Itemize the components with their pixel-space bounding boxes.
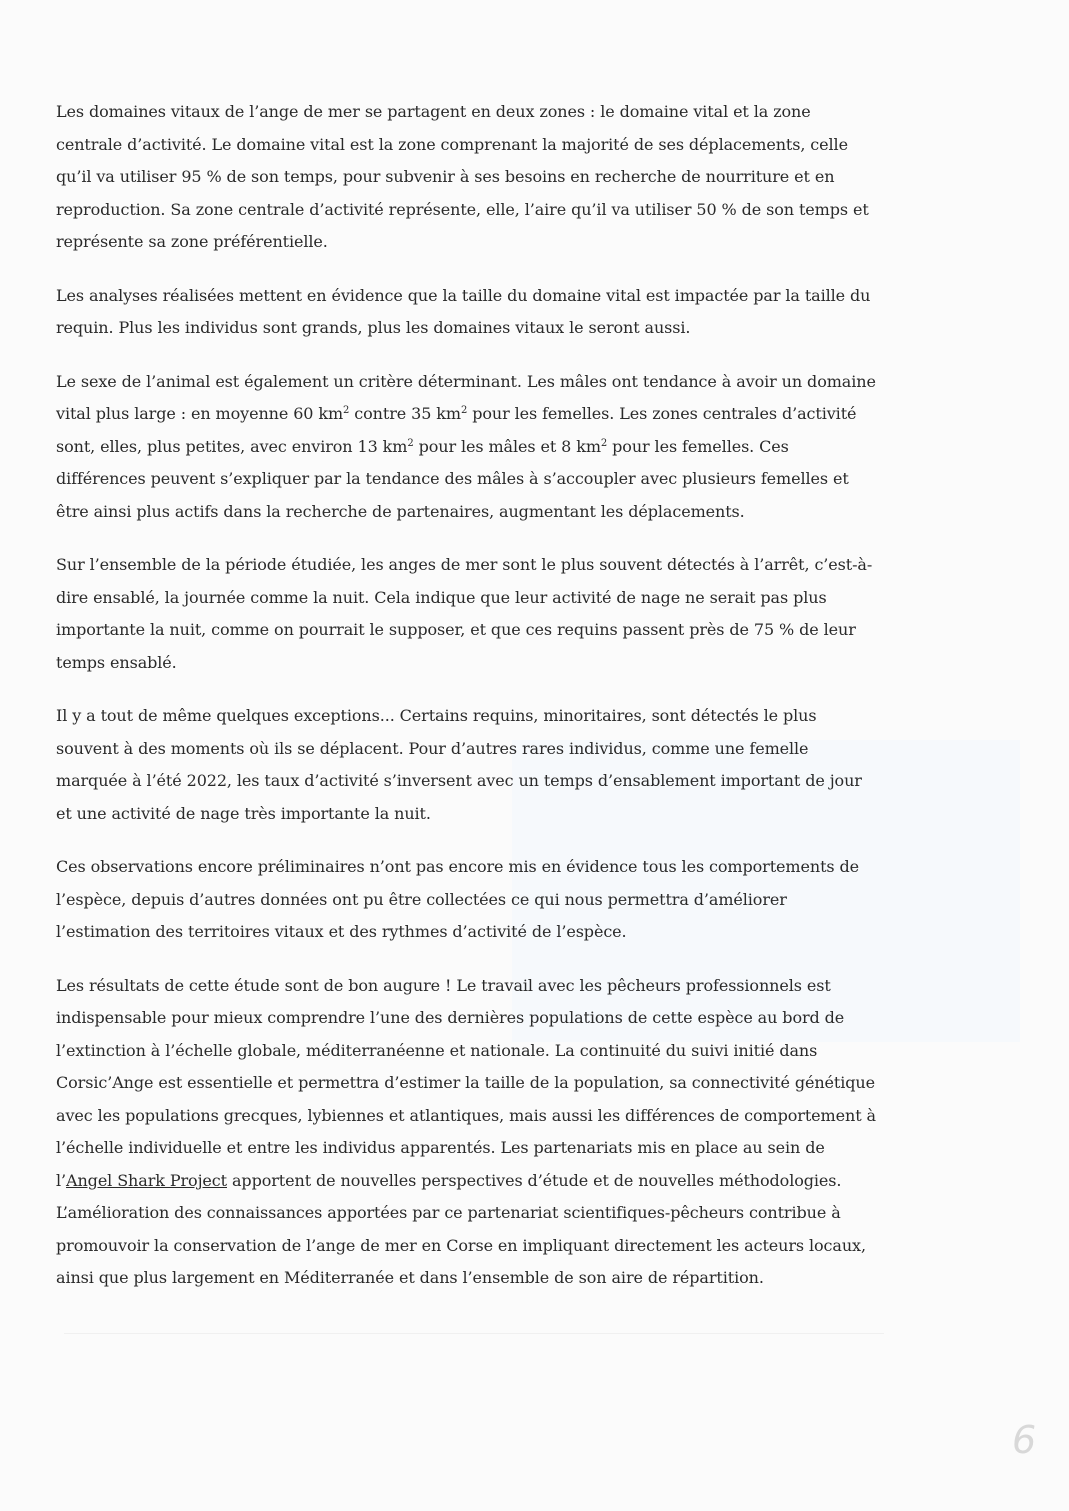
paragraph-results xyxy=(56,970,876,1295)
text-segment: apportent de nouvelles perspectives d’étude et de nouvelles méthodologies. L’amélioration des connaissances apportées par ce partenariat scientifiques-pêcheurs contribue à promouvoir la conservation de l’ange de mer en Corse en impliquant directement les acteurs locaux, ainsi que plus largement en Méditerranée et dans l’ensemble de son aire de répartition. xyxy=(56,1170,866,1287)
text-segment: contre 35 km xyxy=(349,404,461,423)
superscript: 2 xyxy=(600,437,608,449)
superscript: 2 xyxy=(407,437,414,449)
paragraph-buried-behaviour: Sur l’ensemble de la période étudiée, les anges de mer sont le plus souvent détectés à l’arrêt, c’est-à-dire ensablé, la journée comme la nuit. Cela indique que leur activité de nage ne serait pas plus importante la nuit, comme on pourrait le supposer, et que ces requins passent près de 75 % de leur temps ensablé. xyxy=(56,555,873,672)
paragraph-home-range-zones: Les domaines vitaux de l’ange de mer se partagent en deux zones : le domaine vital et la zone centrale d’activité. Le domaine vital est la zone comprenant la majorité de ses déplacements, celle qu’il va utiliser 95 % de son temps, pour subvenir à ses besoins en recherche de nourriture et en reproduction. Sa zone centrale d’activité représente, elle, l’aire qu’il va utiliser 50 % de son temps et représente sa zone préférentielle. xyxy=(56,102,869,251)
paragraph-sex-criterion xyxy=(56,366,876,529)
paragraph-size-impact: Les analyses réalisées mettent en évidence que la taille du domaine vital est impactée par la taille du requin. Plus les individus sont grands, plus les domaines vitaux le seront aussi. xyxy=(56,285,871,337)
text-segment: Le sexe de l’animal est également un critère déterminant. Les mâles ont tendance à avoir un domaine vital plus large : en moyenne 60 km xyxy=(56,371,876,423)
text-segment: Les résultats de cette étude sont de bon augure ! Le travail avec les pêcheurs professionnels est indispensable pour mieux comprendre l’une des dernières populations de cette espèce au bord de l’extinction à l’échelle globale, méditerranéenne et nationale. La continuité du suivi initié dans Corsic’Ange est essentielle et permettra d’estimer la taille de la population, sa connectivité génétique avec les populations grecques, lybiennes et atlantiques, mais aussi les différences de comportement à l’échelle individuelle et entre les individus apparentés. Les partenariats mis en place au sein de l’ xyxy=(56,975,876,1190)
divider xyxy=(64,1333,884,1334)
superscript: 2 xyxy=(460,405,468,416)
page-number: 6 xyxy=(1012,1418,1037,1462)
superscript: 2 xyxy=(343,405,350,416)
paragraph-exceptions: Il y a tout de même quelques exceptions... Certains requins, minoritaires, sont détectés le plus souvent à des moments où ils se déplacent. Pour d’autres rares individus, comme une femelle marquée à l’été 2022, les taux d’activité s’inversent avec un temps d’ensablement important de jour et une activité de nage très importante la nuit. xyxy=(56,706,862,823)
paragraph-preliminary-observations: Ces observations encore préliminaires n’ont pas encore mis en évidence tous les comportements de l’espèce, depuis d’autres données ont pu être collectées ce qui nous permettra d’améliorer l’estimation des territoires vitaux et des rythmes d’activité de l’espèce. xyxy=(56,857,860,941)
text-segment: pour les femelles. Les zones centrales d’activité sont, elles, plus petites, avec environ 13 km xyxy=(56,404,857,456)
document-body xyxy=(56,96,876,1316)
text-segment: pour les mâles et 8 km xyxy=(413,436,601,456)
text-segment: pour les femelles. Ces différences peuvent s’expliquer par la tendance des mâles à s’accoupler avec plusieurs femelles et être ainsi plus actifs dans la recherche de partenaires, augmentant les déplacements. xyxy=(56,436,849,521)
angel-shark-project-link[interactable]: Angel Shark Project xyxy=(66,1170,227,1190)
